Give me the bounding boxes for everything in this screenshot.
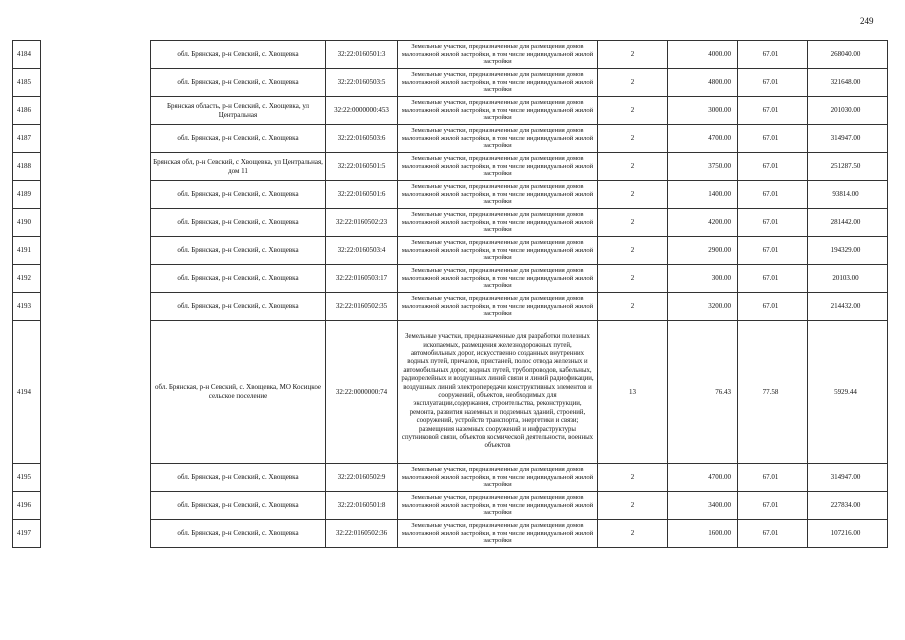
cadastral-value-cell: 93814.00 (808, 181, 888, 209)
cadastral-number-cell: 32:22:0000000:74 (326, 321, 398, 464)
table-row (13, 125, 888, 153)
area-cell: 1600.00 (668, 520, 738, 548)
cadastral-number-cell: 32:22:0160501:3 (326, 41, 398, 69)
address-cell: обл. Брянская, р-н Севский, с. Хвощевка (151, 464, 326, 492)
row-number: 4191 (13, 237, 41, 265)
spacer-cell (41, 265, 151, 293)
address-cell: обл. Брянская, р-н Севский, с. Хвощевка (151, 125, 326, 153)
permitted-use-cell: Земельные участки, предназначенные для размещения домов малоэтажной жилой застройки, в том числе индивидуальной жилой застройки (398, 492, 598, 520)
area-cell: 3200.00 (668, 293, 738, 321)
address-cell: обл. Брянская, р-н Севский, с. Хвощевка (151, 520, 326, 548)
specific-value-cell: 67.01 (738, 153, 808, 181)
spacer-cell (41, 237, 151, 265)
spacer-cell (41, 153, 151, 181)
cadastral-number-cell: 32:22:0160502:9 (326, 464, 398, 492)
use-group-cell: 2 (598, 293, 668, 321)
cadastral-number-cell: 32:22:0160501:6 (326, 181, 398, 209)
row-number: 4195 (13, 464, 41, 492)
table-row (13, 41, 888, 69)
permitted-use-cell: Земельные участки, предназначенные для размещения домов малоэтажной жилой застройки, в том числе индивидуальной жилой застройки (398, 520, 598, 548)
spacer-cell (41, 41, 151, 69)
area-cell: 4000.00 (668, 41, 738, 69)
row-number: 4189 (13, 181, 41, 209)
area-cell: 3000.00 (668, 97, 738, 125)
page-number: 249 (860, 16, 874, 26)
table-row (13, 293, 888, 321)
use-group-cell: 2 (598, 464, 668, 492)
cadastral-number-cell: 32:22:0000000:453 (326, 97, 398, 125)
area-cell: 2900.00 (668, 237, 738, 265)
specific-value-cell: 67.01 (738, 293, 808, 321)
row-number: 4196 (13, 492, 41, 520)
permitted-use-cell: Земельные участки, предназначенные для размещения домов малоэтажной жилой застройки, в том числе индивидуальной жилой застройки (398, 153, 598, 181)
specific-value-cell: 67.01 (738, 41, 808, 69)
spacer-cell (41, 97, 151, 125)
address-cell: Брянская обл, р-н Севский, с Хвощевка, ул Центральная, дом 11 (151, 153, 326, 181)
area-cell: 300.00 (668, 265, 738, 293)
spacer-cell (41, 293, 151, 321)
address-cell: обл. Брянская, р-н Севский, с. Хвощевка (151, 209, 326, 237)
specific-value-cell: 67.01 (738, 69, 808, 97)
area-cell: 76.43 (668, 321, 738, 464)
cadastral-value-cell: 314947.00 (808, 464, 888, 492)
specific-value-cell: 67.01 (738, 209, 808, 237)
cadastral-value-cell: 214432.00 (808, 293, 888, 321)
permitted-use-cell: Земельные участки, предназначенные для размещения домов малоэтажной жилой застройки, в том числе индивидуальной жилой застройки (398, 181, 598, 209)
spacer-cell (41, 520, 151, 548)
permitted-use-cell: Земельные участки, предназначенные для разработки полезных ископаемых, размещения железнодорожных путей, автомобильных дорог, искусственно созданных внутренних водных путей, причалов, пристаней, полос отвода железных и автомобильных дорог, водных путей, трубопроводов, кабельных, радиорелейных и воздушных линий связи и линий радиофикации, воздушных линий электропередачи конструктивных элементов и сооружений, объектов, необходимых для эксплуатации,содержания, строительства, реконструкции, ремонта, развития наземных и подземных зданий, строений, сооружений, устройств транспорта, энергетики и связи; размещения наземных сооружений и инфраструктуры спутниковой связи, объектов космической деятельности, военных объектов (398, 321, 598, 464)
spacer-cell (41, 321, 151, 464)
use-group-cell: 2 (598, 209, 668, 237)
table-row (13, 237, 888, 265)
area-cell: 4700.00 (668, 125, 738, 153)
permitted-use-cell: Земельные участки, предназначенные для размещения домов малоэтажной жилой застройки, в том числе индивидуальной жилой застройки (398, 293, 598, 321)
specific-value-cell: 77.58 (738, 321, 808, 464)
use-group-cell: 2 (598, 237, 668, 265)
row-number: 4190 (13, 209, 41, 237)
cadastral-number-cell: 32:22:0160501:8 (326, 492, 398, 520)
table-row (13, 265, 888, 293)
cadastral-number-cell: 32:22:0160503:4 (326, 237, 398, 265)
area-cell: 1400.00 (668, 181, 738, 209)
table-row (13, 492, 888, 520)
spacer-cell (41, 125, 151, 153)
area-cell: 3400.00 (668, 492, 738, 520)
specific-value-cell: 67.01 (738, 97, 808, 125)
spacer-cell (41, 464, 151, 492)
table-row (13, 69, 888, 97)
use-group-cell: 2 (598, 181, 668, 209)
cadastral-number-cell: 32:22:0160503:17 (326, 265, 398, 293)
specific-value-cell: 67.01 (738, 237, 808, 265)
row-number: 4184 (13, 41, 41, 69)
permitted-use-cell: Земельные участки, предназначенные для размещения домов малоэтажной жилой застройки, в том числе индивидуальной жилой застройки (398, 464, 598, 492)
cadastral-value-cell: 20103.00 (808, 265, 888, 293)
use-group-cell: 2 (598, 265, 668, 293)
row-number: 4187 (13, 125, 41, 153)
land-registry-table (12, 40, 888, 548)
address-cell: обл. Брянская, р-н Севский, с. Хвощевка (151, 41, 326, 69)
use-group-cell: 2 (598, 41, 668, 69)
cadastral-value-cell: 251287.50 (808, 153, 888, 181)
spacer-cell (41, 209, 151, 237)
table-row (13, 520, 888, 548)
use-group-cell: 2 (598, 97, 668, 125)
cadastral-value-cell: 201030.00 (808, 97, 888, 125)
use-group-cell: 2 (598, 153, 668, 181)
use-group-cell: 2 (598, 520, 668, 548)
use-group-cell: 2 (598, 125, 668, 153)
cadastral-number-cell: 32:22:0160502:23 (326, 209, 398, 237)
cadastral-number-cell: 32:22:0160502:35 (326, 293, 398, 321)
row-number: 4185 (13, 69, 41, 97)
use-group-cell: 2 (598, 492, 668, 520)
table-row (13, 209, 888, 237)
cadastral-number-cell: 32:22:0160503:5 (326, 69, 398, 97)
permitted-use-cell: Земельные участки, предназначенные для размещения домов малоэтажной жилой застройки, в том числе индивидуальной жилой застройки (398, 125, 598, 153)
specific-value-cell: 67.01 (738, 181, 808, 209)
specific-value-cell: 67.01 (738, 125, 808, 153)
address-cell: обл. Брянская, р-н Севский, с. Хвощевка (151, 293, 326, 321)
cadastral-value-cell: 314947.00 (808, 125, 888, 153)
table-row (13, 97, 888, 125)
specific-value-cell: 67.01 (738, 492, 808, 520)
area-cell: 4700.00 (668, 464, 738, 492)
cadastral-number-cell: 32:22:0160501:5 (326, 153, 398, 181)
address-cell: обл. Брянская, р-н Севский, с. Хвощевка (151, 181, 326, 209)
cadastral-value-cell: 194329.00 (808, 237, 888, 265)
cadastral-value-cell: 5929.44 (808, 321, 888, 464)
cadastral-value-cell: 281442.00 (808, 209, 888, 237)
area-cell: 3750.00 (668, 153, 738, 181)
row-number: 4192 (13, 265, 41, 293)
address-cell: Брянская область, р-н Севский, с. Хвощевка, ул Центральная (151, 97, 326, 125)
address-cell: обл. Брянская, р-н Севский, с. Хвощевка (151, 69, 326, 97)
address-cell: обл. Брянская, р-н Севский, с. Хвощевка (151, 237, 326, 265)
cadastral-number-cell: 32:22:0160503:6 (326, 125, 398, 153)
table-row (13, 181, 888, 209)
use-group-cell: 13 (598, 321, 668, 464)
row-number: 4197 (13, 520, 41, 548)
cadastral-number-cell: 32:22:0160502:36 (326, 520, 398, 548)
cadastral-value-cell: 107216.00 (808, 520, 888, 548)
cadastral-value-cell: 268040.00 (808, 41, 888, 69)
permitted-use-cell: Земельные участки, предназначенные для размещения домов малоэтажной жилой застройки, в том числе индивидуальной жилой застройки (398, 209, 598, 237)
permitted-use-cell: Земельные участки, предназначенные для размещения домов малоэтажной жилой застройки, в том числе индивидуальной жилой застройки (398, 69, 598, 97)
permitted-use-cell: Земельные участки, предназначенные для размещения домов малоэтажной жилой застройки, в том числе индивидуальной жилой застройки (398, 265, 598, 293)
address-cell: обл. Брянская, р-н Севский, с. Хвощевка (151, 492, 326, 520)
specific-value-cell: 67.01 (738, 265, 808, 293)
use-group-cell: 2 (598, 69, 668, 97)
row-number: 4194 (13, 321, 41, 464)
land-registry-body (13, 41, 888, 548)
row-number: 4193 (13, 293, 41, 321)
spacer-cell (41, 181, 151, 209)
table-row (13, 321, 888, 464)
cadastral-value-cell: 321648.00 (808, 69, 888, 97)
area-cell: 4200.00 (668, 209, 738, 237)
spacer-cell (41, 492, 151, 520)
row-number: 4188 (13, 153, 41, 181)
table-row (13, 464, 888, 492)
area-cell: 4800.00 (668, 69, 738, 97)
specific-value-cell: 67.01 (738, 464, 808, 492)
address-cell: обл. Брянская, р-н Севский, с. Хвощевка, МО Косицкое сельское поселение (151, 321, 326, 464)
permitted-use-cell: Земельные участки, предназначенные для размещения домов малоэтажной жилой застройки, в том числе индивидуальной жилой застройки (398, 41, 598, 69)
cadastral-value-cell: 227834.00 (808, 492, 888, 520)
permitted-use-cell: Земельные участки, предназначенные для размещения домов малоэтажной жилой застройки, в том числе индивидуальной жилой застройки (398, 97, 598, 125)
row-number: 4186 (13, 97, 41, 125)
spacer-cell (41, 69, 151, 97)
specific-value-cell: 67.01 (738, 520, 808, 548)
address-cell: обл. Брянская, р-н Севский, с. Хвощевка (151, 265, 326, 293)
permitted-use-cell: Земельные участки, предназначенные для размещения домов малоэтажной жилой застройки, в том числе индивидуальной жилой застройки (398, 237, 598, 265)
table-row (13, 153, 888, 181)
